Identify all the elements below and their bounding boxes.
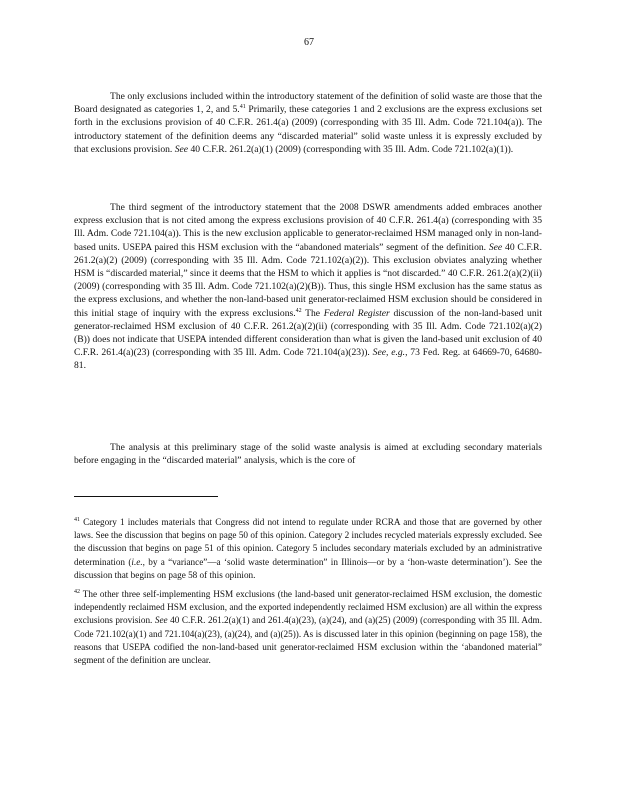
text-run: discussion of the non-land-based unit generator-reclaimed HSM exclusion of 40 C.F.R. 261.2(a)(2)(ii) (corresponding with 35 Ill. Adm. Code 721.102(a)(2)(B)) does not indicate that USEPA intended different consideration than what is given the land-based unit exclusion of 40 C.F.R. 261.4(a)(23) (corresponding with 35 Ill. Adm. Code 721.104(a)(23)). [74,307,542,359]
paragraph-2 [74,201,542,386]
footnote-separator [74,496,218,497]
paragraph-text [74,90,542,156]
text-run: 40 C.F.R. 261.2(a)(1) (2009) (corresponding with 35 Ill. Adm. Code 721.102(a)(1)). [188,143,514,155]
text-run: The only exclusions included within the introductory statement of the definition of solid waste are those that the Board designated as categories 1, 2, and 5. [74,91,542,116]
footnote-42 [74,588,542,667]
italic-run: See [488,241,503,253]
paragraph-text [74,201,542,373]
page-number: 67 [304,37,314,48]
text-run: The [301,307,324,319]
italic-run: i.e. [131,556,143,567]
footnote-marker: 41 [239,104,246,111]
footnote-marker: 42 [74,588,80,595]
text-run: The other three self-implementing HSM exclusions (the land-based unit generator-reclaimed HSM exclusion, the domestic independently reclaimed HSM exclusion, and the exported independently reclaimed HSM exclusion) are all within the express exclusions provision. [74,589,542,626]
italic-run: See, e.g. [372,347,406,359]
text-run: Primarily, these categories 1 and 2 exclusions are the express exclusions set forth in the exclusions provision of 40 C.F.R. 261.4(a) (2009) (corresponding with 35 Ill. Adm. Code 721.104(a)). The introductory statement of the definition deems any “discarded material” solid waste unless it is expressly excluded by that exclusions provision. [74,104,543,155]
paragraph-text [74,441,542,467]
footnote-41 [74,516,542,582]
footnote-marker: 42 [295,307,302,314]
text-run: The third segment of the introductory statement that the 2008 DSWR amendments added embraces another express exclusion that is not cited among the express exclusions provision of 40 C.F.R. 261.4(a) (corresponding with 35 Ill. Adm. Code 721.104(a)). This is the new exclusion applicable to generator-reclaimed HSM managed only in non-land-based units. USEPA paired this HSM exclusion with the “abandoned materials” segment of the definition. [74,202,542,253]
text-run: , 73 Fed. Reg. at 64669-70, 64680-81. [74,347,542,372]
text-run: The analysis at this preliminary stage of the solid waste analysis is aimed at excluding secondary materials before engaging in the “discarded material” analysis, which is the core of [74,442,542,467]
text-run: 40 C.F.R. 261.2(a)(1) and 261.4(a)(23), (a)(24), and (a)(25) (2009) (corresponding with 35 Ill. Adm. Code 721.102(a)(1) and 721.104(a)(23), (a)(24), and (a)(25)). As is discussed later in this opinion (beginning on page 158), the reasons that USEPA codified the non-land-based unit generator-reclaimed HSM exclusion within the ‘abandoned material” segment of the definition are unclear. [74,615,542,666]
text-run: Category 1 includes materials that Congress did not intend to regulate under RCRA and those that are governed by other laws. See the discussion that begins on page 50 of this opinion. Category 2 includes recycled materials expressly excluded. See the discussion that begins on page 51 of this opinion. Category 5 includes secondary materials excluded by an administrative determination ( [74,517,542,567]
text-run: 40 C.F.R. 261.2(a)(2) (2009) (corresponding with 35 Ill. Adm. Code 721.102(a)(2)). This exclusion obviates analyzing whether HSM is “discarded material,” since it deems that the HSM to which it applies is “not discarded.” 40 C.F.R. 261.2(a)(2)(ii) (2009) (corresponding with 35 Ill. Adm. Code 721.102(a)(2)(B)). Thus, this single HSM exclusion has the same status as the express exclusions, and whether the non-land-based unit generator-reclaimed HSM exclusion should be considered in this initial stage of inquiry with the express exclusions. [74,241,542,319]
paragraph-1 [74,90,542,169]
paragraph-3 [74,441,542,480]
italic-run: Federal Register [323,307,390,319]
text-run: , by a “variance”—a ‘solid waste determination” in Illinois—or by a ‘hon-waste determination’). See the discussion that begins on page 58 of this opinion. [74,556,542,580]
italic-run: See [174,143,189,155]
footnote-marker: 41 [74,516,80,523]
italic-run: See [154,615,168,626]
